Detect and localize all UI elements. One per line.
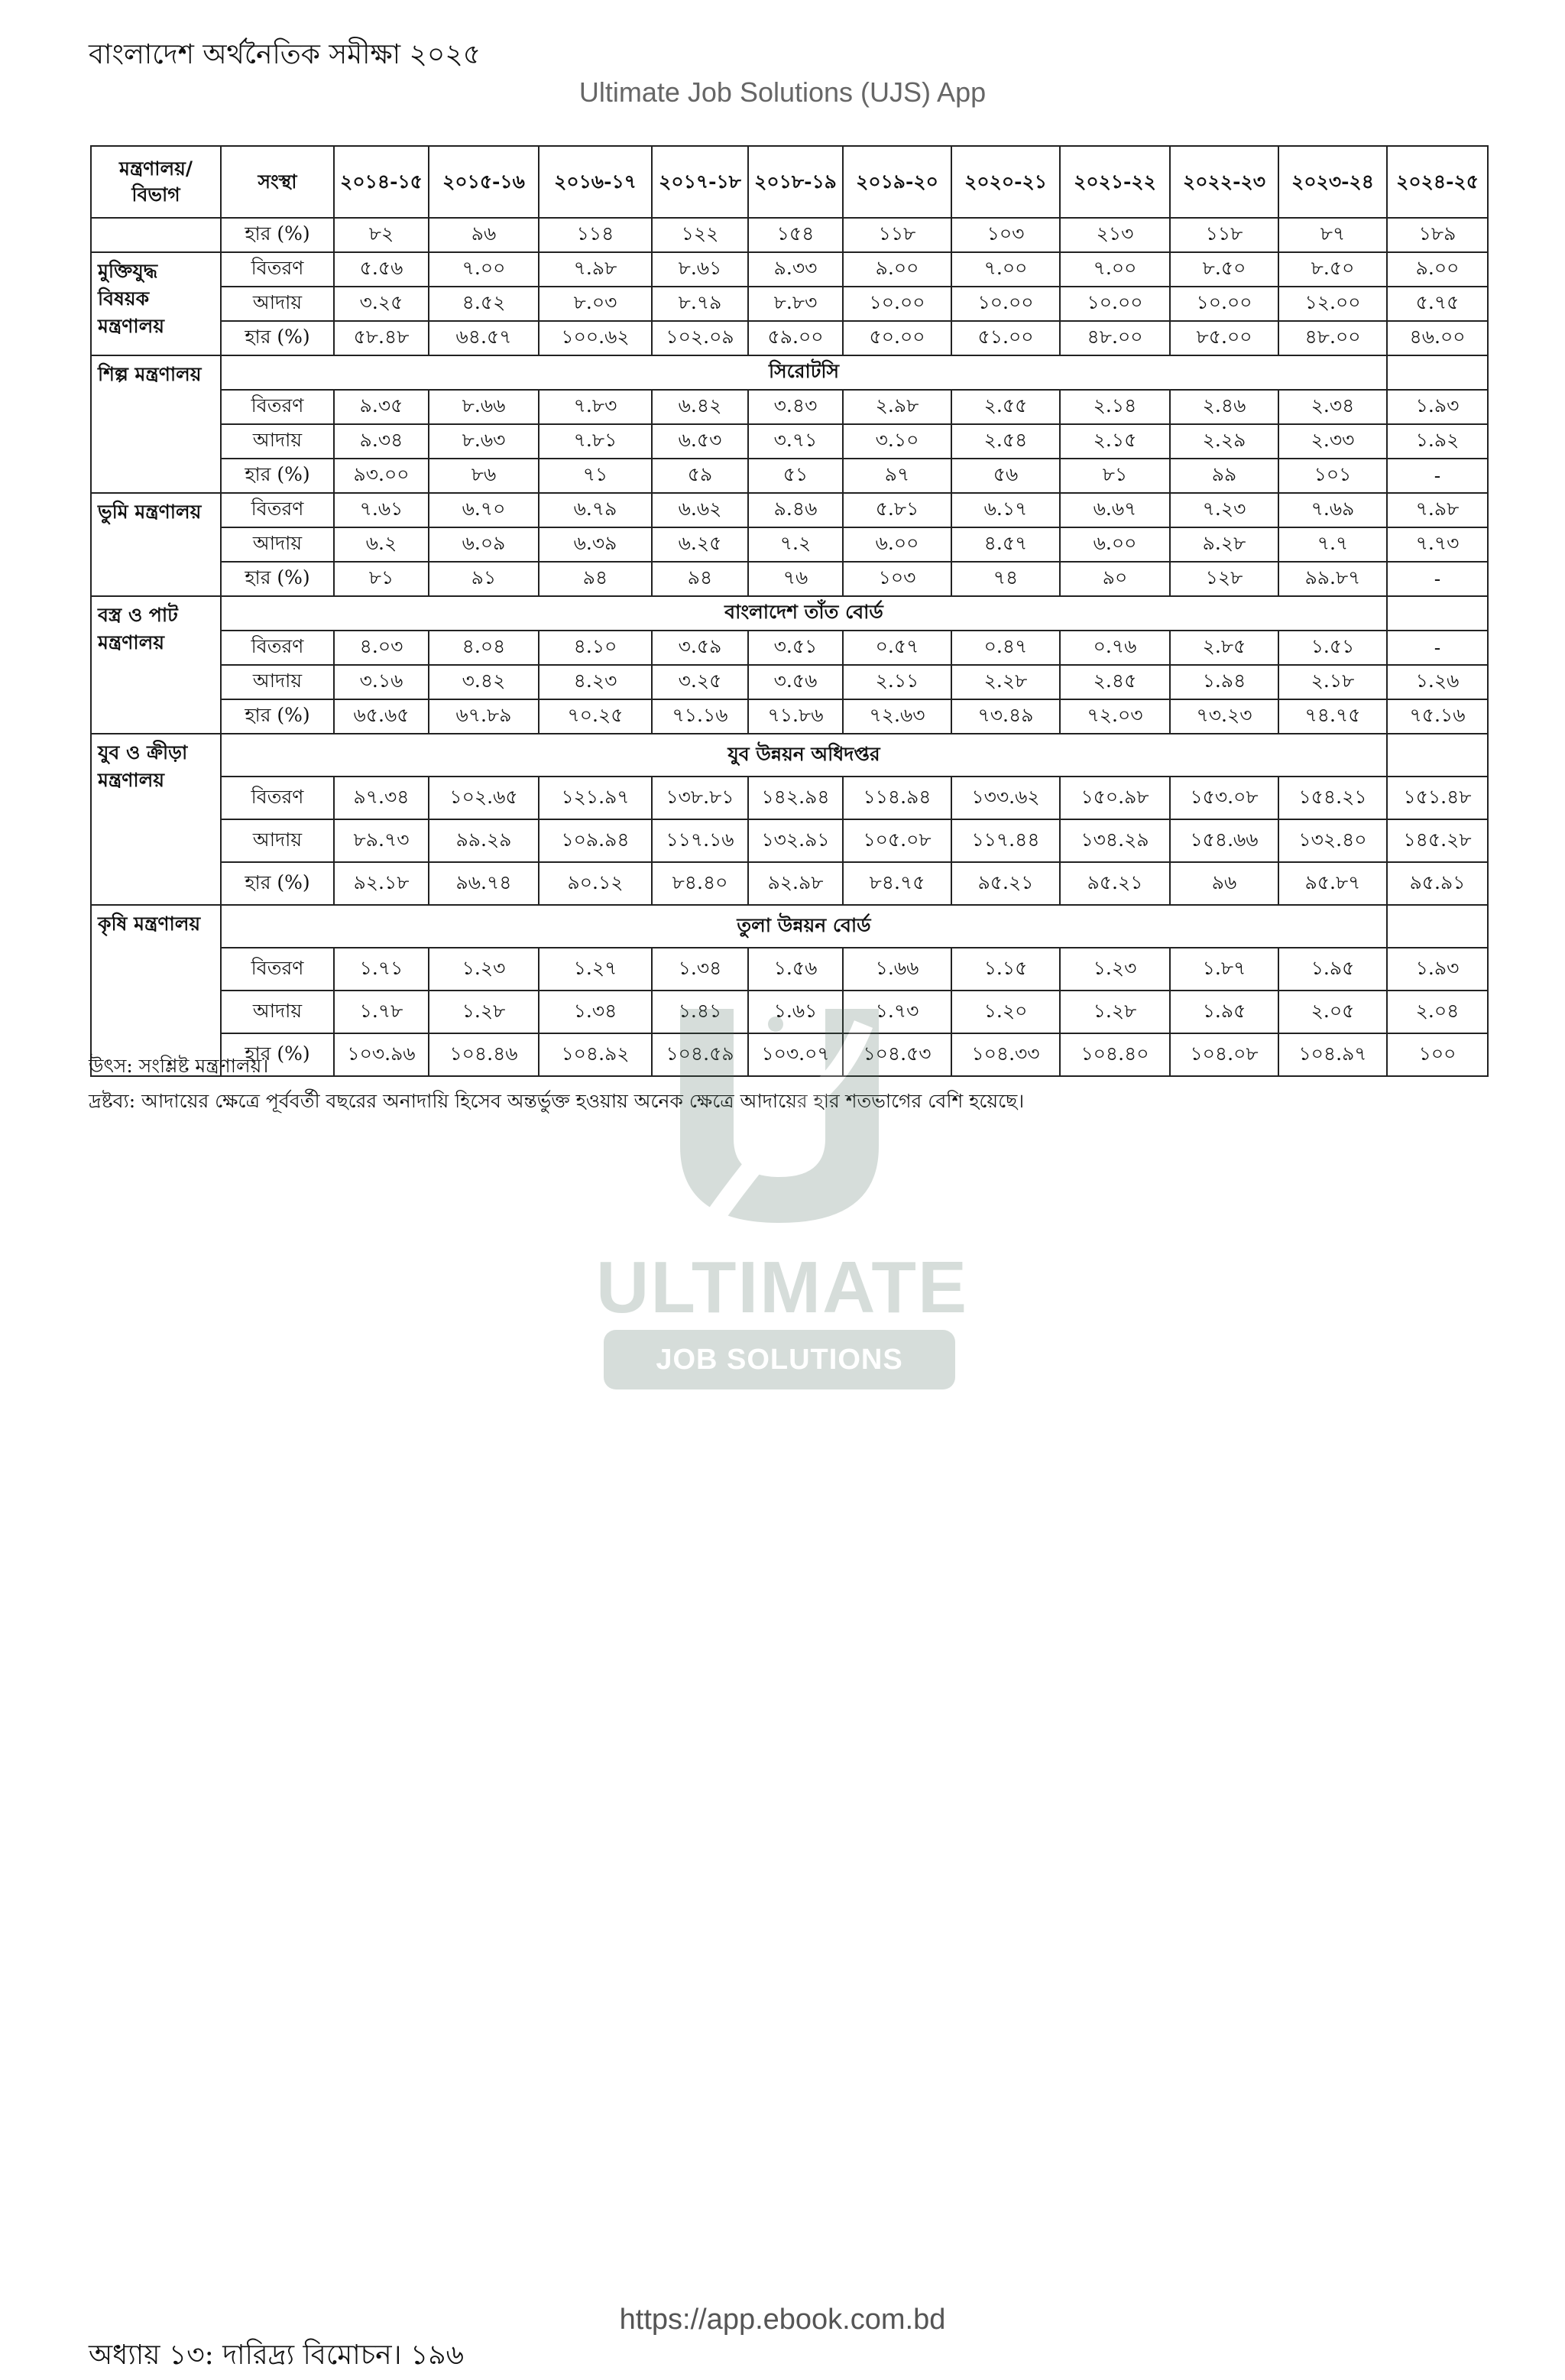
value-cell: ৩.৪২: [429, 665, 539, 699]
value-cell: ৯৪: [652, 562, 748, 596]
value-cell: ১১৭.৪৪: [951, 819, 1060, 862]
value-cell: ১১৪.৯৪: [843, 777, 951, 819]
value-cell: ৯৩.০০: [334, 459, 429, 493]
table-row: [91, 527, 1488, 562]
value-cell: ১০৩: [951, 218, 1060, 252]
value-cell: ১০৪.৫৯: [652, 1033, 748, 1076]
value-cell: ১২.০০: [1278, 287, 1387, 321]
value-cell: ৭৩.৪৯: [951, 699, 1060, 734]
value-cell: ১০০.৬২: [539, 321, 652, 355]
value-cell: ১৫০.৯৮: [1060, 777, 1170, 819]
value-cell: ১২২: [652, 218, 748, 252]
value-cell: ১.৩৪: [652, 948, 748, 991]
value-cell: ৩.৪৩: [748, 390, 843, 424]
value-cell: ৬৫.৬৫: [334, 699, 429, 734]
footer-chapter: অধ্যায় ১৩: দারিদ্র্য বিমোচন। ১৯৬: [89, 2339, 465, 2371]
app-title: Ultimate Job Solutions (UJS) App: [578, 76, 987, 108]
remark-note: দ্রষ্টব্য: আদায়ের ক্ষেত্রে পূর্ববর্তী বছরের অনাদায়ি হিসেব অন্তর্ভুক্ত হওয়ায় অনেক ক্ষেত্রে আদায়ের হার শতভাগের বেশি হয়েছে।: [89, 1090, 1025, 1112]
value-cell: ৯৯: [1170, 459, 1278, 493]
value-cell: ৭২.৬৩: [843, 699, 951, 734]
value-cell: ৪.০৩: [334, 631, 429, 665]
table-row: [91, 390, 1488, 424]
value-cell: ৪৮.০০: [1278, 321, 1387, 355]
value-cell: ১.৮৭: [1170, 948, 1278, 991]
value-cell: ১০.০০: [1060, 287, 1170, 321]
value-cell: ৭.৯৮: [539, 252, 652, 287]
value-cell: ৭০.২৫: [539, 699, 652, 734]
header-year: ২০২২-২৩: [1170, 146, 1278, 218]
value-cell: ২.৩৩: [1278, 424, 1387, 459]
value-cell: ৯৫.২১: [1060, 862, 1170, 905]
header-year: ২০১৯-২০: [843, 146, 951, 218]
value-cell: ১০২.০৯: [652, 321, 748, 355]
value-cell: ৬.২: [334, 527, 429, 562]
org-row: [91, 596, 1488, 631]
value-cell: ১৫৪: [748, 218, 843, 252]
value-cell: ১.৬১: [748, 991, 843, 1033]
value-cell: ১০৪.০৮: [1170, 1033, 1278, 1076]
value-cell: ১৫৪.২১: [1278, 777, 1387, 819]
value-cell: ১০৪.৩৩: [951, 1033, 1060, 1076]
value-cell: ৬.০০: [1060, 527, 1170, 562]
table-row: [91, 424, 1488, 459]
value-cell: ১০.০০: [843, 287, 951, 321]
org-row: [91, 734, 1488, 777]
ministry-cell: শিল্প মন্ত্রণালয়: [91, 355, 221, 493]
value-cell: ৯৭.৩৪: [334, 777, 429, 819]
empty-cell: [1387, 596, 1488, 631]
value-cell: ০.৫৭: [843, 631, 951, 665]
value-cell: ৮.৬৬: [429, 390, 539, 424]
header-year: ২০১৭-১৮: [652, 146, 748, 218]
value-cell: ৯৯.২৯: [429, 819, 539, 862]
value-cell: ১৫৩.০৮: [1170, 777, 1278, 819]
value-cell: ১০১: [1278, 459, 1387, 493]
value-cell: ৭.০০: [429, 252, 539, 287]
value-cell: ৮.৬১: [652, 252, 748, 287]
metric-label: হার (%): [221, 699, 334, 734]
value-cell: ১৫৪.৬৬: [1170, 819, 1278, 862]
header-org: সংস্থা: [221, 146, 334, 218]
footer-url[interactable]: https://app.ebook.com.bd: [619, 2304, 946, 2336]
metric-label: আদায়: [221, 665, 334, 699]
value-cell: ১২৮: [1170, 562, 1278, 596]
value-cell: ৬.০৯: [429, 527, 539, 562]
value-cell: ১১৮: [1170, 218, 1278, 252]
value-cell: ১২১.৯৭: [539, 777, 652, 819]
value-cell: ৮১: [334, 562, 429, 596]
table-notes: [89, 1049, 1024, 1119]
org-name: যুব উন্নয়ন অধিদপ্তর: [221, 734, 1387, 777]
metric-label: হার (%): [221, 562, 334, 596]
value-cell: ১.৪১: [652, 991, 748, 1033]
table-row: [91, 493, 1488, 527]
value-cell: ৯৫.৯১: [1387, 862, 1488, 905]
value-cell: ১০৪.৪৬: [429, 1033, 539, 1076]
metric-label: হার (%): [221, 218, 334, 252]
header-ministry: মন্ত্রণালয়/ বিভাগ: [91, 146, 221, 218]
value-cell: ৭.৭৩: [1387, 527, 1488, 562]
metric-label: আদায়: [221, 819, 334, 862]
value-cell: ১.৫১: [1278, 631, 1387, 665]
value-cell: ১.৫৬: [748, 948, 843, 991]
value-cell: ৭.০০: [1060, 252, 1170, 287]
value-cell: ১১৭.১৬: [652, 819, 748, 862]
value-cell: ৪.৫২: [429, 287, 539, 321]
value-cell: ২.০৪: [1387, 991, 1488, 1033]
metric-label: হার (%): [221, 1033, 334, 1076]
value-cell: ৭১.১৬: [652, 699, 748, 734]
value-cell: ১.২৩: [429, 948, 539, 991]
value-cell: ৮৬: [429, 459, 539, 493]
value-cell: -: [1387, 562, 1488, 596]
value-cell: ৯৫.২১: [951, 862, 1060, 905]
value-cell: ৪.০৪: [429, 631, 539, 665]
page-header-title: বাংলাদেশ অর্থনৈতিক সমীক্ষা ২০২৫: [89, 39, 481, 70]
value-cell: ১১৪: [539, 218, 652, 252]
value-cell: ১.৩৪: [539, 991, 652, 1033]
header-year: ২০১৫-১৬: [429, 146, 539, 218]
metric-label: আদায়: [221, 991, 334, 1033]
loan-recovery-table: [90, 145, 1489, 1077]
value-cell: ৫.৭৫: [1387, 287, 1488, 321]
value-cell: ১.৬৬: [843, 948, 951, 991]
ministry-cell: ভুমি মন্ত্রণালয়: [91, 493, 221, 596]
value-cell: ৪৬.০০: [1387, 321, 1488, 355]
value-cell: ১.২৩: [1060, 948, 1170, 991]
header-year: ২০১৬-১৭: [539, 146, 652, 218]
value-cell: ৯২.১৮: [334, 862, 429, 905]
table-row: [91, 321, 1488, 355]
value-cell: ৭.২: [748, 527, 843, 562]
value-cell: ১০০: [1387, 1033, 1488, 1076]
value-cell: ১০৩.৯৬: [334, 1033, 429, 1076]
value-cell: ১.৭১: [334, 948, 429, 991]
value-cell: ১.৯৫: [1170, 991, 1278, 1033]
value-cell: ১০৪.৯৭: [1278, 1033, 1387, 1076]
table-row: [91, 948, 1488, 991]
value-cell: ৪.৫৭: [951, 527, 1060, 562]
value-cell: ৯.৩৩: [748, 252, 843, 287]
value-cell: ৮.০৩: [539, 287, 652, 321]
value-cell: ৭২.০৩: [1060, 699, 1170, 734]
table-row: [91, 631, 1488, 665]
value-cell: ৬.৪২: [652, 390, 748, 424]
value-cell: ৮.৮৩: [748, 287, 843, 321]
value-cell: ৮৪.৭৫: [843, 862, 951, 905]
ministry-cell: মুক্তিযুদ্ধ বিষয়ক মন্ত্রণালয়: [91, 252, 221, 355]
value-cell: ১.৭৩: [843, 991, 951, 1033]
value-cell: ৩.২৫: [652, 665, 748, 699]
value-cell: ৮.৬৩: [429, 424, 539, 459]
value-cell: ৯.২৮: [1170, 527, 1278, 562]
value-cell: ৬.১৭: [951, 493, 1060, 527]
value-cell: ৯.০০: [1387, 252, 1488, 287]
metric-label: বিতরণ: [221, 252, 334, 287]
value-cell: ২.১৪: [1060, 390, 1170, 424]
value-cell: ২.৫৪: [951, 424, 1060, 459]
value-cell: ১৩২.৪০: [1278, 819, 1387, 862]
header-year: ২০২০-২১: [951, 146, 1060, 218]
value-cell: ৬.৩৯: [539, 527, 652, 562]
empty-cell: [1387, 905, 1488, 948]
value-cell: ৩.৫৯: [652, 631, 748, 665]
value-cell: ৭৪: [951, 562, 1060, 596]
value-cell: ১.২০: [951, 991, 1060, 1033]
value-cell: ৭.৬১: [334, 493, 429, 527]
value-cell: ৮১: [1060, 459, 1170, 493]
value-cell: ৩.১৬: [334, 665, 429, 699]
value-cell: ১০.০০: [951, 287, 1060, 321]
value-cell: ৭.০০: [951, 252, 1060, 287]
header-year: ২০১৪-১৫: [334, 146, 429, 218]
value-cell: ২.১৮: [1278, 665, 1387, 699]
value-cell: ৪.১০: [539, 631, 652, 665]
value-cell: ৫০.০০: [843, 321, 951, 355]
value-cell: ১৩৪.২৯: [1060, 819, 1170, 862]
table-row: [91, 777, 1488, 819]
table-row: [91, 862, 1488, 905]
metric-label: হার (%): [221, 459, 334, 493]
value-cell: ১৩৩.৬২: [951, 777, 1060, 819]
value-cell: ৩.১০: [843, 424, 951, 459]
value-cell: ৭৬: [748, 562, 843, 596]
value-cell: ৫৯.০০: [748, 321, 843, 355]
value-cell: ৩.৫১: [748, 631, 843, 665]
value-cell: ৯৬: [1170, 862, 1278, 905]
value-cell: ৭.৭: [1278, 527, 1387, 562]
value-cell: ১০৩.০৭: [748, 1033, 843, 1076]
value-cell: ১৪২.৯৪: [748, 777, 843, 819]
value-cell: ৯২.৯৮: [748, 862, 843, 905]
value-cell: ২.১১: [843, 665, 951, 699]
value-cell: ১.৯৩: [1387, 948, 1488, 991]
empty-cell: [1387, 355, 1488, 390]
metric-label: আদায়: [221, 287, 334, 321]
value-cell: ৯৯.৮৭: [1278, 562, 1387, 596]
value-cell: ৫১: [748, 459, 843, 493]
table-row: [91, 287, 1488, 321]
value-cell: ২.৯৮: [843, 390, 951, 424]
value-cell: ৩.২৫: [334, 287, 429, 321]
value-cell: ৬.৬২: [652, 493, 748, 527]
value-cell: ৬.০০: [843, 527, 951, 562]
value-cell: ৯৬.৭৪: [429, 862, 539, 905]
value-cell: ৬৭.৮৯: [429, 699, 539, 734]
value-cell: ৮.৫০: [1170, 252, 1278, 287]
header-year: ২০২১-২২: [1060, 146, 1170, 218]
org-row: [91, 355, 1488, 390]
metric-label: আদায়: [221, 527, 334, 562]
value-cell: ১.২৮: [429, 991, 539, 1033]
metric-label: বিতরণ: [221, 948, 334, 991]
metric-label: বিতরণ: [221, 493, 334, 527]
value-cell: ২.২৮: [951, 665, 1060, 699]
value-cell: ৭১: [539, 459, 652, 493]
value-cell: ৯৭: [843, 459, 951, 493]
value-cell: ১.৯৫: [1278, 948, 1387, 991]
header-year: ২০২৩-২৪: [1278, 146, 1387, 218]
value-cell: ৪৮.০০: [1060, 321, 1170, 355]
value-cell: ২.০৫: [1278, 991, 1387, 1033]
value-cell: ১৮৯: [1387, 218, 1488, 252]
value-cell: ২১৩: [1060, 218, 1170, 252]
value-cell: ১.২৭: [539, 948, 652, 991]
value-cell: ৭৫.১৬: [1387, 699, 1488, 734]
metric-label: বিতরণ: [221, 631, 334, 665]
value-cell: ৮৯.৭৩: [334, 819, 429, 862]
value-cell: ২.৫৫: [951, 390, 1060, 424]
value-cell: -: [1387, 459, 1488, 493]
value-cell: ৫৬: [951, 459, 1060, 493]
header-year: ২০১৮-১৯: [748, 146, 843, 218]
value-cell: ৬.৭৯: [539, 493, 652, 527]
org-name: বাংলাদেশ তাঁত বোর্ড: [221, 596, 1387, 631]
value-cell: ২.১৫: [1060, 424, 1170, 459]
value-cell: ১০.০০: [1170, 287, 1278, 321]
table-row: [91, 819, 1488, 862]
table-row: [91, 562, 1488, 596]
value-cell: ৪.২৩: [539, 665, 652, 699]
value-cell: ৯০: [1060, 562, 1170, 596]
ministry-cell: কৃষি মন্ত্রণালয়: [91, 905, 221, 1076]
value-cell: ৬৪.৫৭: [429, 321, 539, 355]
value-cell: ১০৫.০৮: [843, 819, 951, 862]
watermark-word: ULTIMATE: [596, 1247, 968, 1328]
value-cell: ১১৮: [843, 218, 951, 252]
value-cell: ৬.৫৩: [652, 424, 748, 459]
ministry-cell: যুব ও ক্রীড়া মন্ত্রণালয়: [91, 734, 221, 905]
value-cell: ১.২৬: [1387, 665, 1488, 699]
value-cell: ৭.২৩: [1170, 493, 1278, 527]
value-cell: ৭.৯৮: [1387, 493, 1488, 527]
value-cell: ০.৭৬: [1060, 631, 1170, 665]
value-cell: ৭১.৮৬: [748, 699, 843, 734]
table-row: [91, 699, 1488, 734]
metric-label: হার (%): [221, 862, 334, 905]
value-cell: ১০২.৬৫: [429, 777, 539, 819]
empty-cell: [1387, 734, 1488, 777]
value-cell: ৮৪.৪০: [652, 862, 748, 905]
value-cell: ৮.৭৯: [652, 287, 748, 321]
value-cell: ১.৭৮: [334, 991, 429, 1033]
value-cell: ৩.৭১: [748, 424, 843, 459]
value-cell: ৯.৪৬: [748, 493, 843, 527]
value-cell: ৮.৫০: [1278, 252, 1387, 287]
value-cell: ১৩২.৯১: [748, 819, 843, 862]
metric-label: আদায়: [221, 424, 334, 459]
value-cell: -: [1387, 631, 1488, 665]
value-cell: ০.৪৭: [951, 631, 1060, 665]
value-cell: ১০৯.৯৪: [539, 819, 652, 862]
value-cell: ১.১৫: [951, 948, 1060, 991]
value-cell: ১০৪.৯২: [539, 1033, 652, 1076]
value-cell: ৭৩.২৩: [1170, 699, 1278, 734]
metric-label: হার (%): [221, 321, 334, 355]
table-row: [91, 218, 1488, 252]
value-cell: ৮৭: [1278, 218, 1387, 252]
value-cell: ৫.৫৬: [334, 252, 429, 287]
value-cell: ৬.৬৭: [1060, 493, 1170, 527]
value-cell: ৫.৮১: [843, 493, 951, 527]
value-cell: ৯১: [429, 562, 539, 596]
value-cell: ২.২৯: [1170, 424, 1278, 459]
watermark-pill: JOB SOLUTIONS: [604, 1330, 955, 1389]
value-cell: ৭.৮৩: [539, 390, 652, 424]
value-cell: ২.৩৪: [1278, 390, 1387, 424]
value-cell: ২.৮৫: [1170, 631, 1278, 665]
value-cell: ৭.৬৯: [1278, 493, 1387, 527]
header-year: ২০২৪-২৫: [1387, 146, 1488, 218]
value-cell: ১.২৮: [1060, 991, 1170, 1033]
value-cell: ১৪৫.২৮: [1387, 819, 1488, 862]
value-cell: ১০৪.৫৩: [843, 1033, 951, 1076]
value-cell: ১.৯৪: [1170, 665, 1278, 699]
value-cell: ৯৪: [539, 562, 652, 596]
ministry-cell: [91, 218, 221, 252]
source-note: উৎস: সংশ্লিষ্ট মন্ত্রণালয়।: [89, 1055, 269, 1077]
table-header-row: [91, 146, 1488, 218]
value-cell: ১.৯৩: [1387, 390, 1488, 424]
value-cell: ৩.৫৬: [748, 665, 843, 699]
org-row: [91, 905, 1488, 948]
value-cell: ৯.০০: [843, 252, 951, 287]
value-cell: ৯০.১২: [539, 862, 652, 905]
value-cell: ৫১.০০: [951, 321, 1060, 355]
value-cell: ৭.৮১: [539, 424, 652, 459]
value-cell: ৮২: [334, 218, 429, 252]
value-cell: ২.৪৬: [1170, 390, 1278, 424]
value-cell: ৯.৩৫: [334, 390, 429, 424]
value-cell: ২.৪৫: [1060, 665, 1170, 699]
table-row: [91, 665, 1488, 699]
value-cell: ৭৪.৭৫: [1278, 699, 1387, 734]
value-cell: ৯.৩৪: [334, 424, 429, 459]
value-cell: ১৩৮.৮১: [652, 777, 748, 819]
table-row: [91, 252, 1488, 287]
value-cell: ৮৫.০০: [1170, 321, 1278, 355]
ministry-cell: বস্ত্র ও পাট মন্ত্রণালয়: [91, 596, 221, 734]
value-cell: ১০৪.৪০: [1060, 1033, 1170, 1076]
org-name: তুলা উন্নয়ন বোর্ড: [221, 905, 1387, 948]
value-cell: ৫৯: [652, 459, 748, 493]
value-cell: ৯৫.৮৭: [1278, 862, 1387, 905]
value-cell: ৬.৭০: [429, 493, 539, 527]
metric-label: বিতরণ: [221, 390, 334, 424]
table-row: [91, 991, 1488, 1033]
value-cell: ১০৩: [843, 562, 951, 596]
value-cell: ১.৯২: [1387, 424, 1488, 459]
metric-label: বিতরণ: [221, 777, 334, 819]
org-name: সিরোটসি: [221, 355, 1387, 390]
value-cell: ৫৮.৪৮: [334, 321, 429, 355]
value-cell: ১৫১.৪৮: [1387, 777, 1488, 819]
table-row: [91, 459, 1488, 493]
value-cell: ৯৬: [429, 218, 539, 252]
value-cell: ৬.২৫: [652, 527, 748, 562]
